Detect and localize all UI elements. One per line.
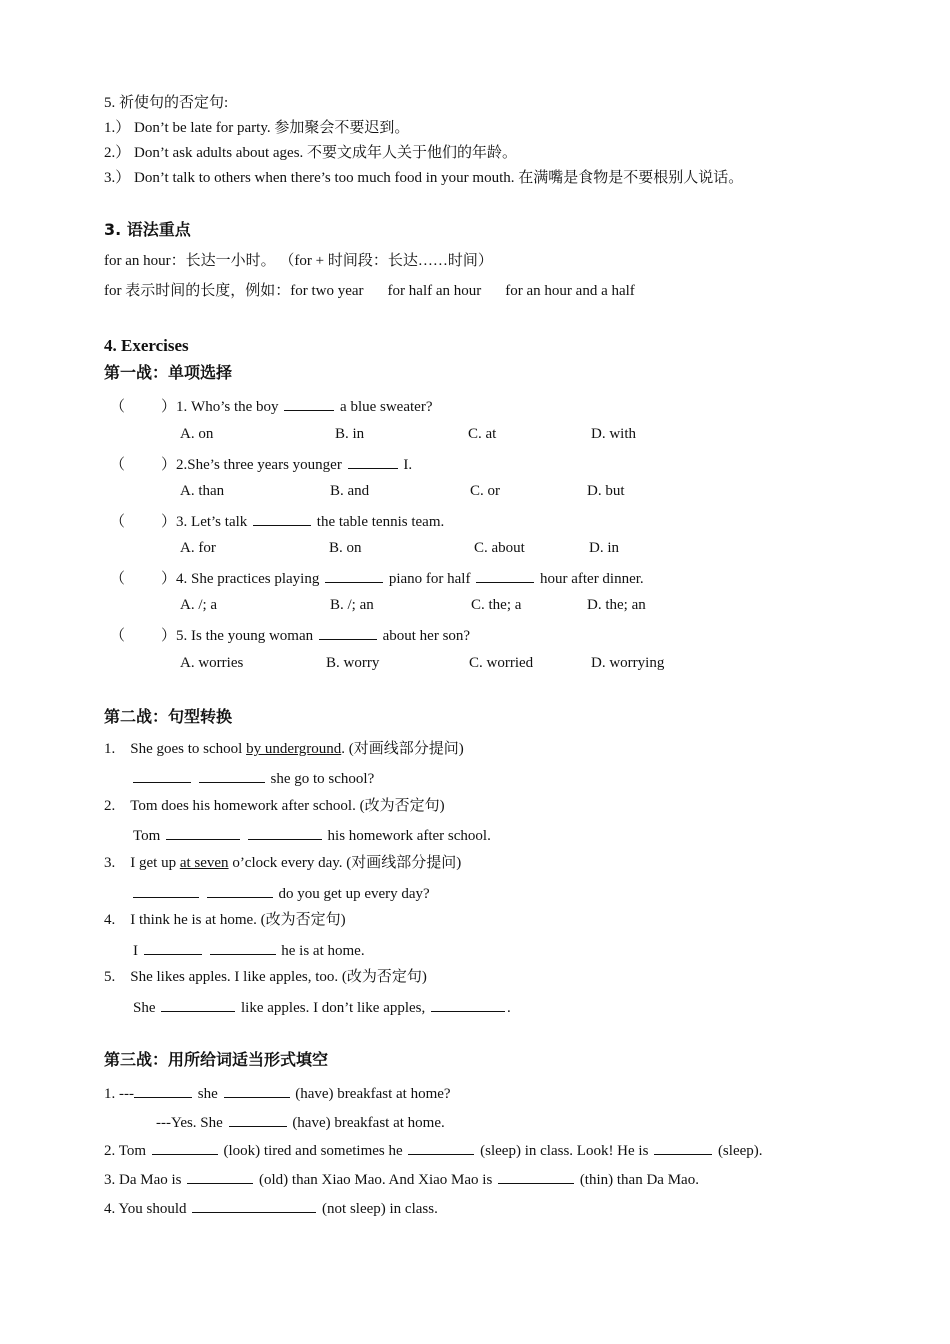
fill-text: she: [197, 1086, 218, 1102]
option-b[interactable]: B. worry: [326, 655, 380, 671]
answer-blank-1[interactable]: [134, 1083, 192, 1098]
option-d[interactable]: D. with: [591, 426, 636, 442]
grammar-line-1: for an hour：长达一小时。 （for + 时间段：长达……时间）: [104, 253, 493, 269]
answer-text: she go to school?: [270, 771, 375, 787]
answer-lead: She: [133, 1000, 156, 1016]
answer-blank-2[interactable]: [408, 1140, 474, 1155]
item-number: 5.: [104, 969, 116, 985]
fill-text: (thin) than Da Mao.: [579, 1172, 699, 1188]
option-b[interactable]: B. /; an: [330, 597, 374, 613]
fill-4: [104, 1198, 438, 1218]
fill-3: [104, 1169, 699, 1189]
paren-close: ）: [161, 628, 177, 644]
answer-lead: I: [133, 943, 138, 959]
answer-lead: Tom: [133, 828, 161, 844]
fill-text: (old) than Xiao Mao. And Xiao Mao is: [259, 1172, 493, 1188]
sentence-pre: I get up: [130, 855, 177, 871]
question-text: 4. She practices playing: [176, 571, 320, 587]
answer-blank-2[interactable]: [224, 1083, 290, 1098]
answer-text: he is at home.: [281, 943, 365, 959]
answer-blank-1[interactable]: [144, 940, 202, 955]
option-a[interactable]: A. worries: [180, 655, 244, 671]
question-text-end: hour after dinner.: [539, 571, 644, 587]
question-text-end: about her son?: [382, 628, 471, 644]
grammar-example-c: for an hour and a half: [505, 283, 635, 299]
fill-text: 3. Da Mao is: [104, 1172, 182, 1188]
item-number: 2.: [104, 798, 116, 814]
answer-blank[interactable]: [319, 625, 377, 640]
exercises-heading: 4. Exercises: [104, 336, 189, 355]
answer-text: like apples. I don’t like apples,: [241, 1000, 426, 1016]
option-b[interactable]: B. and: [330, 483, 370, 499]
answer-blank-1[interactable]: [166, 825, 240, 840]
option-c[interactable]: C. the; a: [471, 597, 522, 613]
paren-close: ）: [161, 514, 177, 530]
imperative-example-3: 3.） Don’t talk to others when there’s too much food in your mouth. 在满嘴是食物是不要根别人说话。: [104, 170, 744, 186]
paren-open: （: [110, 399, 126, 415]
grammar-heading: 3. 语法重点: [104, 220, 191, 239]
paren-close: ）: [161, 457, 177, 473]
fill-text: (sleep) in class. Look! He is: [480, 1143, 649, 1159]
paren-close: ）: [161, 399, 177, 415]
sentence: She likes apples. I like apples, too. (改为否定句): [130, 969, 427, 985]
fill-text: 2. Tom: [104, 1143, 147, 1159]
option-d[interactable]: D. but: [587, 483, 625, 499]
battle3-heading: 第三战：用所给词适当形式填空: [104, 1050, 329, 1069]
option-d[interactable]: D. the; an: [587, 597, 646, 613]
transform-3-answer: [133, 883, 430, 903]
grammar-example-a: for 表示时间的长度，例如：for two year: [104, 283, 364, 299]
transform-3: [104, 854, 461, 872]
transform-4-answer: [133, 940, 365, 960]
answer-blank-2[interactable]: [210, 940, 276, 955]
sentence: Tom does his homework after school. (改为否定句): [130, 798, 445, 814]
option-c[interactable]: C. at: [468, 426, 497, 442]
option-c[interactable]: C. about: [474, 540, 525, 556]
option-d[interactable]: D. worrying: [591, 655, 665, 671]
fill-text: (not sleep) in class.: [322, 1201, 438, 1217]
paren-open: （: [110, 514, 126, 530]
paren-open: （: [110, 628, 126, 644]
fill-text: (have) breakfast at home?: [295, 1086, 451, 1102]
fill-text: 4. You should: [104, 1201, 187, 1217]
answer-blank[interactable]: [192, 1198, 316, 1213]
transform-2: [104, 797, 445, 815]
fill-text: (look) tired and sometimes he: [223, 1143, 403, 1159]
imperative-example-2: 2.） Don’t ask adults about ages. 不要文成年人关于他们的年龄。: [104, 145, 518, 161]
answer-blank-2[interactable]: [199, 768, 265, 783]
question-4: [110, 568, 644, 588]
option-a[interactable]: A. for: [180, 540, 216, 556]
fill-text: (sleep).: [717, 1143, 763, 1159]
transform-5-answer: [133, 997, 511, 1017]
fill-text: (have) breakfast at home.: [292, 1115, 445, 1131]
fill-2: [104, 1140, 763, 1160]
item-number: 4.: [104, 912, 116, 928]
answer-blank-1[interactable]: [325, 568, 383, 583]
question-text: 5. Is the young woman: [176, 628, 314, 644]
question-5: [110, 625, 470, 645]
answer-blank-2[interactable]: [476, 568, 534, 583]
answer-blank[interactable]: [229, 1112, 287, 1127]
question-text-end: I.: [403, 457, 413, 473]
answer-blank-2[interactable]: [248, 825, 322, 840]
question-text: 2.She’s three years younger: [176, 457, 342, 473]
battle1-heading: 第一战：单项选择: [104, 363, 233, 382]
transform-2-answer: [133, 825, 491, 845]
option-a[interactable]: A. /; a: [180, 597, 218, 613]
answer-blank-1[interactable]: [133, 883, 199, 898]
paren-close: ）: [161, 571, 177, 587]
option-c[interactable]: C. or: [470, 483, 500, 499]
battle2-heading: 第二战：句型转换: [104, 707, 233, 726]
grammar-example-b: for half an hour: [387, 283, 482, 299]
answer-blank[interactable]: [284, 396, 334, 411]
answer-blank-3[interactable]: [654, 1140, 712, 1155]
fill-1: [104, 1083, 451, 1103]
question-text-mid: piano for half: [388, 571, 471, 587]
underlined-phrase: at seven: [179, 855, 229, 871]
imperative-example-1: 1.） Don’t be late for party. 参加聚会不要迟到。: [104, 120, 410, 136]
answer-blank-2[interactable]: [431, 997, 505, 1012]
answer-text: his homework after school.: [327, 828, 491, 844]
answer-blank-1[interactable]: [152, 1140, 218, 1155]
answer-blank-1[interactable]: [161, 997, 235, 1012]
grammar-line-2: [104, 282, 635, 300]
imperative-heading: 5. 祈使句的否定句:: [104, 95, 229, 111]
paren-open: （: [110, 457, 126, 473]
paren-open: （: [110, 571, 126, 587]
fill-text: 1. ---: [104, 1086, 134, 1102]
item-number: 1.: [104, 741, 116, 757]
question-text-end: the table tennis team.: [316, 514, 445, 530]
question-1: [110, 396, 432, 416]
sentence: I think he is at home. (改为否定句): [130, 912, 346, 928]
transform-5: [104, 968, 427, 986]
sentence-pre: She goes to school: [130, 741, 243, 757]
option-d[interactable]: D. in: [589, 540, 619, 556]
sentence-post: . (对画线部分提问): [341, 741, 464, 757]
fill-text: ---Yes. She: [156, 1115, 223, 1131]
transform-1-answer: [133, 768, 374, 788]
sentence-post: o’clock every day. (对画线部分提问): [228, 855, 462, 871]
question-text: 3. Let’s talk: [176, 514, 248, 530]
answer-end: .: [507, 1000, 511, 1016]
question-text-end: a blue sweater?: [340, 399, 433, 415]
question-text: 1. Who’s the boy: [176, 399, 279, 415]
transform-1: [104, 740, 464, 758]
answer-blank-2[interactable]: [498, 1169, 574, 1184]
underlined-phrase: by underground: [246, 741, 342, 757]
item-number: 3.: [104, 855, 116, 871]
question-2: [110, 454, 412, 474]
fill-1-reply: [156, 1112, 445, 1132]
question-3: [110, 511, 444, 531]
answer-blank[interactable]: [253, 511, 311, 526]
answer-blank[interactable]: [348, 454, 398, 469]
answer-blank-1[interactable]: [133, 768, 191, 783]
option-b[interactable]: B. in: [335, 426, 365, 442]
option-a[interactable]: A. than: [180, 483, 225, 499]
answer-text: do you get up every day?: [278, 886, 430, 902]
transform-4: [104, 911, 346, 929]
option-a[interactable]: A. on: [180, 426, 214, 442]
option-b[interactable]: B. on: [329, 540, 362, 556]
option-c[interactable]: C. worried: [469, 655, 534, 671]
answer-blank-2[interactable]: [207, 883, 273, 898]
answer-blank-1[interactable]: [187, 1169, 253, 1184]
